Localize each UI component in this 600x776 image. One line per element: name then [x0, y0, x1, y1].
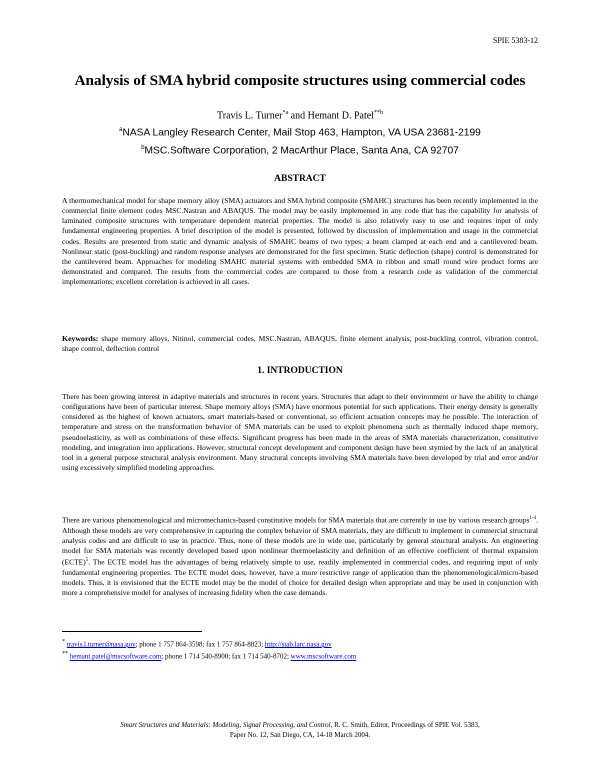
footnote-2-text: ; phone 1 714 540-8900; fax 1 714 540-8702;: [161, 652, 291, 661]
spie-number: SPIE 5383-12: [492, 36, 538, 45]
footer-citation: , R. C. Smith, Editor, Proceedings of SPIE Vol. 5383,: [330, 721, 480, 729]
author-and: and: [288, 110, 308, 122]
intro-paragraph-1: There has been growing interest in adaptive materials and structures in recent years. Structures that adapt to their environment or have the ability to change configurations have been of particular interest. Shape memory alloys (SMA) have enormous potential for such applications. Their energy density is generally considered as the highest of known actuators, smart materials-based or conventional, so efficient actuation concepts may be possible. The interaction of temperature and stress on the transformation behavior of SMA materials can be used to exploit phenomena such as thermally induced shape memory, pseudoelasticity, as well as combinations of these effects. Significant progress has been made in the areas of SMA materials characterization, constitutive modeling, and integration into applications. However, structural concept development and component design have been stymied by the lack of an analytical tool in a general purpose structural analysis environment. Many structural concepts involving SMA materials have been developed by trial and error and/or using excessively simplified modeling approaches.: [62, 392, 538, 473]
author-block: [0, 106, 600, 158]
affiliation-b-text: MSC.Software Corporation, 2 MacArthur Place, Santa Ana, CA 92707: [144, 145, 459, 157]
para2-part-c: . The ECTE model has the advantages of being relatively simple to use, readily implemented in commercial codes, and requiring input of only fundamental engineering properties. The ECTE model does, however, have a more restrictive range of application than the phenomenological/micro-based models. Thus, it is envisioned that the ECTE model may be the model of choice for detailed design when appropriate and may be used in conjunction with more a comprehensive model for analyses of increasing fidelity when the case demands.: [62, 557, 538, 598]
footnote-rule: [62, 631, 202, 632]
page-footer: [0, 720, 600, 740]
affiliation-b: [0, 141, 600, 158]
footnote-2: [62, 649, 538, 661]
paper-title: Analysis of SMA hybrid composite structures using commercial codes: [74, 72, 526, 89]
para2-part-b: . Although these models are very comprehensive in capturing the complex behavior of SMA materials, they are difficult to implement in commercial structural analysis codes and are difficult to use in practice. Thus, none of these models are in wide use, particularly by general structural analysts. An engineering model for SMA materials was recently developed based upon nonlinear thermoelasticity and definition of an effective coefficient of thermal expansion (ECTE): [62, 515, 538, 567]
footnote-1-mark: *: [62, 639, 65, 645]
author-2-mark: **b: [373, 110, 383, 116]
affiliation-a-text: NASA Langley Research Center, Mail Stop 463, Hampton, VA USA 23681-2199: [122, 127, 481, 139]
footnote-2-mark: **: [62, 651, 68, 658]
author-2: Hemant D. Patel: [307, 110, 374, 122]
keywords-text: shape memory alloys, Nitinol, commercial codes, MSC.Nastran, ABAQUS, finite element analysis, post-buckling control, vibration control, shape control, deflection control: [62, 334, 538, 354]
footer-line-1: [0, 720, 600, 730]
footnote-1: [62, 637, 538, 649]
author-1-mark: *a: [282, 110, 289, 116]
author-line: [0, 106, 600, 123]
author-1: Travis L. Turner: [217, 110, 283, 122]
section-heading-introduction: 1. INTRODUCTION: [257, 366, 343, 376]
footnotes: [62, 637, 538, 662]
reference-1-4: 1-4: [529, 516, 537, 521]
footnote-1-text: ; phone 1 757 864-3598; fax 1 757 864-8823;: [135, 640, 265, 649]
affiliation-a: [0, 123, 600, 140]
keywords-label: Keywords:: [62, 334, 99, 343]
footnote-2-email-link[interactable]: hemant.patel@mscsoftware.com: [69, 652, 162, 661]
footnote-1-email-link[interactable]: travis.l.turner@nasa.gov: [66, 640, 136, 649]
intro-paragraph-2: [62, 514, 538, 598]
abstract-heading: ABSTRACT: [274, 174, 326, 184]
reference-5: 5: [85, 558, 89, 564]
para2-part-a: There are various phenomenological and micromechanics-based constitutive models for SMA materials that are currently in use by various research groups: [62, 515, 530, 525]
abstract-text: A thermomechanical model for shape memory alloy (SMA) actuators and SMA hybrid composite (SMAHC) structures has been recently implemented in the commercial finite element codes MSC.Nastran and ABAQUS. The model may be easily implemented in any code that has the capability for analysis of laminated composite structures with temperature dependent material properties. The model is also relatively easy to use and requires input of only fundamental engineering properties. A brief description of the model is presented, followed by discussion of implementation and usage in the commercial codes. Results are presented from static and dynamic analysis of SMAHC beams of two types; a beam clamped at each end and a cantilevered beam. Nonlinear static (post-buckling) and random response analyses are demonstrated for the first specimen. Static deflection (shape) control is demonstrated for the cantilevered beam. Approaches for modeling SMAHC material systems with embedded SMA in ribbon and small round wire product forms are demonstrated and compared. The results from the commercial codes are compared to those from a research code as validation of the commercial implementations; excellent correlation is achieved in all cases.: [62, 196, 538, 287]
footer-line-2: Paper No. 12, San Diego, CA, 14-18 March 2004.: [229, 731, 371, 739]
footnote-2-url-link[interactable]: www.mscsoftware.com: [290, 652, 357, 661]
affiliation-a-mark: a: [119, 127, 123, 134]
footnote-1-url-link[interactable]: http://stab.larc.nasa.gov: [264, 640, 332, 649]
keywords: [62, 334, 538, 354]
footer-journal-title: Smart Structures and Materials: Modeling, Signal Processing, and Control: [120, 721, 331, 729]
affiliation-b-mark: b: [141, 144, 145, 151]
